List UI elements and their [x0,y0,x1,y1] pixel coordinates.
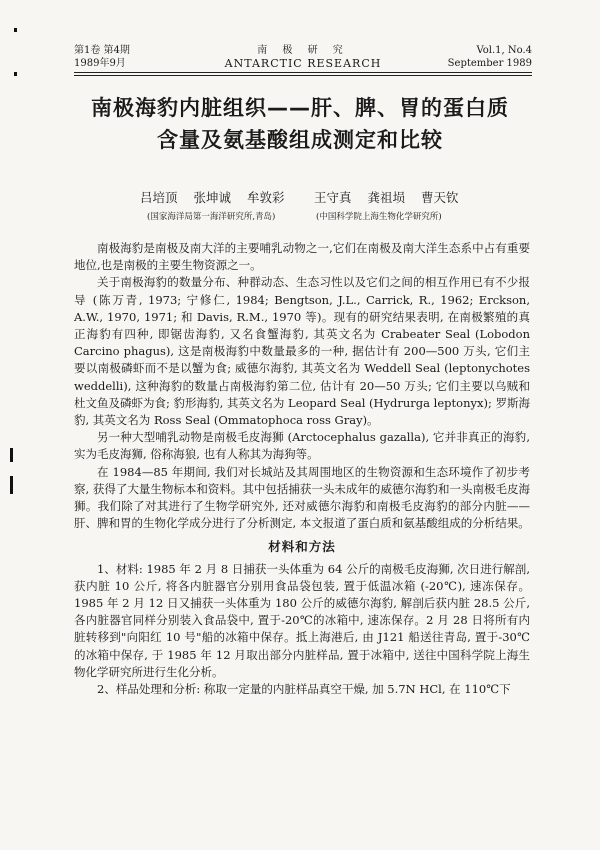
paragraph-fur-seal: 另一种大型哺乳动物是南极毛皮海狮 (Arctocephalus gazalla), 它并非真正的海豹, 实为毛皮海狮, 俗称海狼, 也有人称其为海狗等。 [74,430,530,462]
date-en: September 1989 [447,58,532,69]
journal-name-cn: 南 极 研 究 [257,45,349,56]
scan-mark [10,448,13,462]
author-group-2: 王守真 龚祖埙 曹天钦 [314,190,459,205]
paragraph-intro: 南极海豹是南极及南大洋的主要哺乳动物之一,它们在南极及南大洋生态系中占有重要地位,也是南极的主要生物资源之一。 [74,241,530,273]
article-body [74,240,530,698]
scan-mark [14,72,17,76]
affiliation-1: (国家海洋局第一海洋研究所,青岛) [147,212,276,222]
date-cn: 1989年9月 [74,58,126,69]
title-line-1: 南极海豹内脏组织——肝、脾、胃的蛋白质 [91,96,509,120]
affiliation-2: (中国科学院上海生物化学研究所) [316,212,442,222]
paragraph-survey: 在 1984—85 年期间, 我们对长城站及其周围地区的生物资源和生态环境作了初步考察, 获得了大量生物标本和资料。其中包括捕获一头未成年的威德尔海豹和一头南极毛皮海狮。我们除了对其进行了生物学研究外, 还对威德尔海豹和南极毛皮海豹的部分内脏——肝、脾和胃的生物化学成分进行了分析测定, 本文报道了蛋白质和氨基酸组成的分析结果。 [74,464,530,531]
header-right [448,44,532,70]
header-rule [74,72,532,73]
paragraph-processing: 2、样品处理和分析: 称取一定量的内脏样品真空干燥, 加 5.7N HCl, 在 110℃下 [97,682,511,697]
section-heading: 材料和方法 [268,539,336,555]
volume-en: Vol.1, No.4 [476,45,532,56]
scan-mark [10,476,13,494]
scan-mark [14,28,17,32]
title-line-2: 含量及氨基酸组成测定和比较 [157,128,443,152]
paragraph-materials: 1、材料: 1985 年 2 月 8 日捕获一头体重为 64 公斤的南极毛皮海狮, 次日进行解剖, 获内脏 10 公斤, 将各内脏器官分别用食品袋包装, 置于低温冰箱 (-20℃), 速冻保存。1985 年 2 月 12 日又捕获一头体重为 180 公斤的威德尔海豹, 解剖后获内脏 28.5 公斤, 各内脏器官同样分别装入食品袋中, 置于-20℃的冰箱中, 速冻保存。2 月 28 日将所有内脏转移到"向阳红 10 号"船的冰箱中保存。抵上海港后, 由 J121 船送往青岛, 置于-30℃的冰箱中保存, 于 1985 年 12 月取出部分内脏样品, 置于冰箱中, 送往中国科学院上海生物化学研究所进行生化分析。 [74,561,530,679]
header-rule [74,75,532,76]
author-group-1: 吕培顶 张坤诚 牟敦彩 [140,190,285,205]
volume-cn: 第1卷 第4期 [74,45,130,56]
paragraph-species: 关于南极海豹的数量分布、种群动态、生态习性以及它们之间的相互作用已有不少报导 (陈万青, 1973; 宁修仁, 1984; Bengtson, J.L., Carrick, R., 1962; Erckson, A.W., 1970, 1971; 和 Davis, R.M., 1970 等)。现有的研究结果表明, 在南极繁殖的真正海豹有四种, 即锯齿海豹, 又名食蟹海豹, 其英文名为 Crabeater Seal (Lobodon Carcino phagus), 这是南极海豹中数量最多的一种, 据估计有 200—500 万头, 它们主要以南极磷虾而不是以蟹为食; 威德尔海豹, 其英文名为 Weddell Seal (leptonychotes weddelli), 这种海豹的数量占南极海豹第二位, 估计有 20—50 万头; 它们主要以乌贼和杜文鱼及磷虾为食; 豹形海豹, 其英文名为 Leopard Seal (Hydrurga leptonyx); 罗斯海豹, 其英文名为 Ross Seal (Ommatophoca ross Gray)。 [74,275,530,428]
journal-name-en: ANTARCTIC RESEARCH [224,57,382,70]
